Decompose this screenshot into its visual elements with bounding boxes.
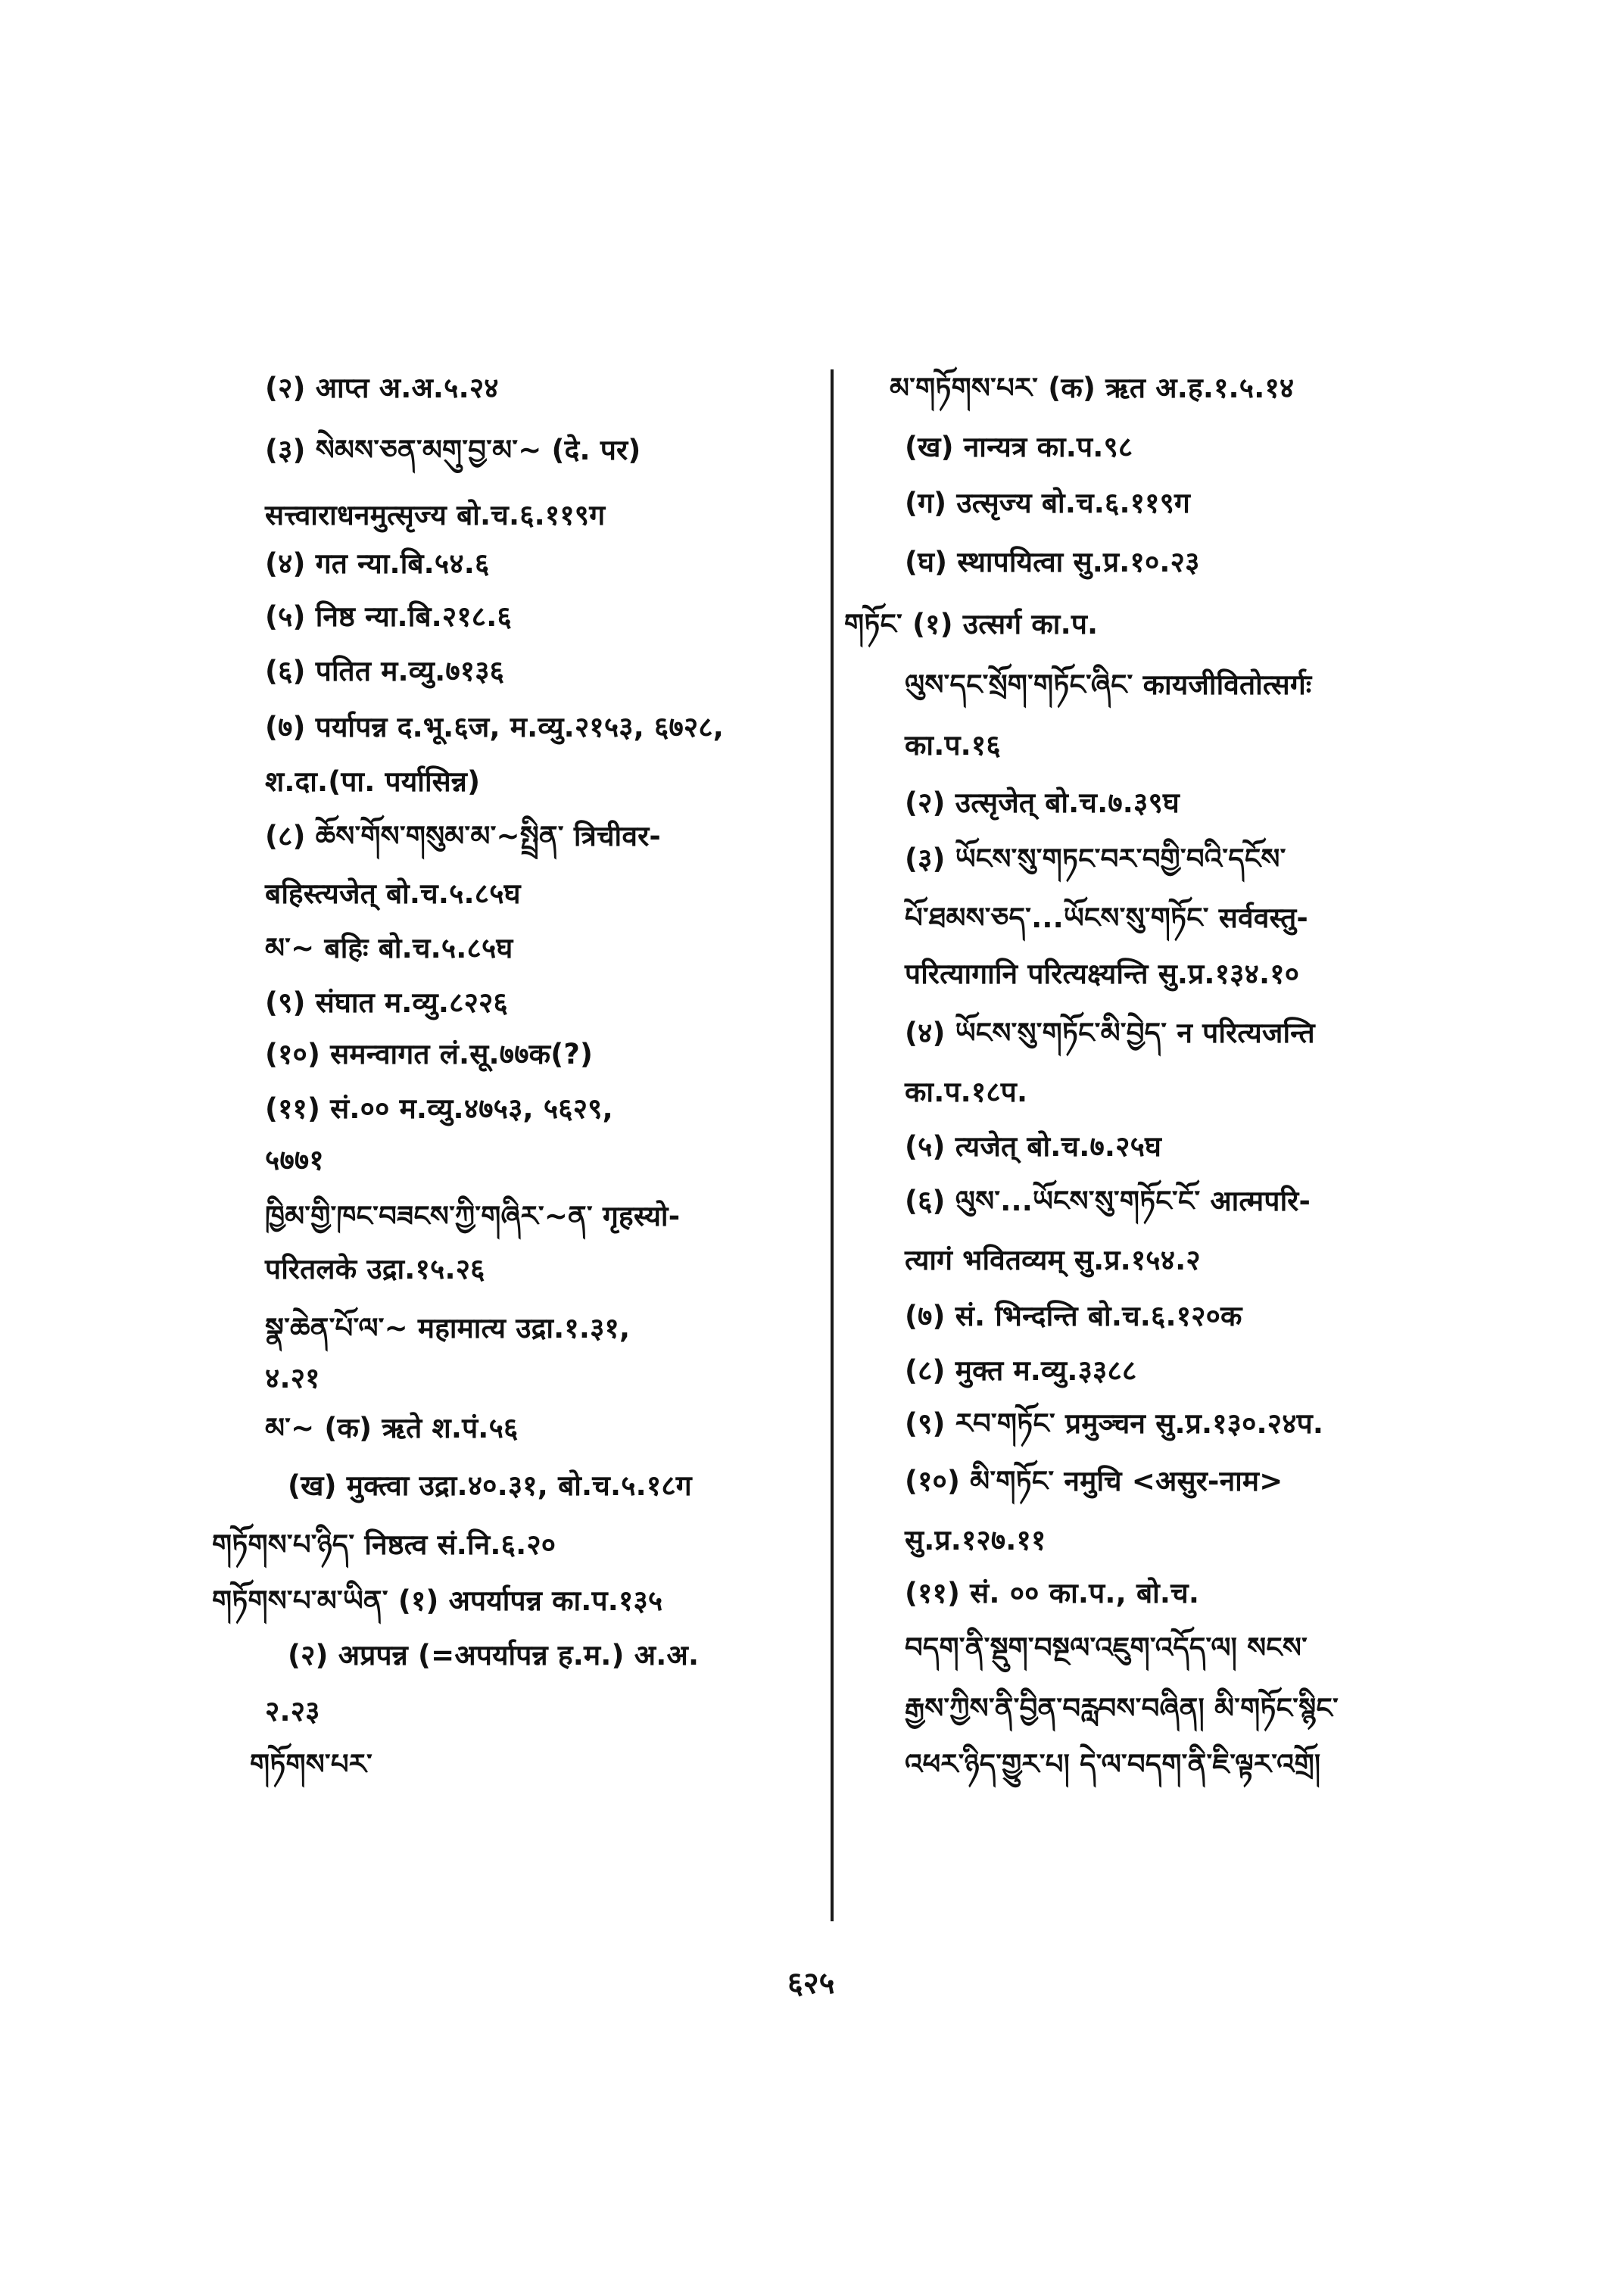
left-line: (११) सं.०० म.व्यु.४७५३, ५६२९, — [265, 1092, 613, 1125]
right-line: (५) त्यजेत् बो.च.७.२५घ — [905, 1130, 1162, 1163]
left-line: २.२३ — [265, 1695, 320, 1728]
page-number: ६२५ — [787, 1966, 835, 2001]
right-line: རྒྱས་ཀྱིས་ནི་བྱིན་བརླབས་བཞིན། མི་གཏོང་སྙིང་ — [905, 1692, 1339, 1724]
right-line: (४) ཡོངས་སུ་གཏོང་མི་བྱེད་ न परित्यजन्ति — [905, 1017, 1315, 1049]
column-divider — [831, 369, 834, 1921]
right-line: का.प.१६ — [905, 729, 1001, 762]
left-line: སྣ་ཆེན་པོ་ལ་~ महामात्य उद्रा.१.३१, — [265, 1312, 631, 1344]
left-line: (४) गत न्या.बि.५४.६ — [265, 547, 490, 580]
left-line: (९) संघात म.व्यु.८२२६ — [265, 986, 508, 1019]
right-line: (ग) उत्सृज्य बो.च.६.११९ग — [905, 487, 1191, 519]
left-line: ཁྱིམ་གྱི་ཁང་བཟངས་ཀྱི་གཞིར་~ན་ गृहस्यो- — [265, 1200, 681, 1232]
right-line: (३) ཡོངས་སུ་གཏང་བར་བགྱི་བའི་དངོས་ — [905, 843, 1286, 875]
right-line: གཏོང་ (१) उत्सर्ग का.प. — [844, 608, 1099, 640]
right-line: (१०) མི་གཏོང་ नमुचि <असुर-नाम> — [905, 1465, 1283, 1497]
right-line: सु.प्र.१२७.११ — [905, 1524, 1046, 1556]
right-line: འཕར་ཉིད་གྱུར་པ། དེ་ལ་བདག་ནི་ཇི་ལྟར་འགྲོ། — [905, 1748, 1321, 1781]
right-line: ལུས་དང་སྲོག་གཏོང་ཞིང་ कायजीवितोत्सर्गः — [905, 668, 1312, 701]
left-line: बहिस्त्यजेत् बो.च.५.८५घ — [265, 877, 521, 910]
right-line: (२) उत्सृजेत् बो.च.७.३९घ — [905, 787, 1180, 819]
right-line: (ख) नान्यत्र का.प.९८ — [905, 431, 1133, 463]
left-line: (८) ཆོས་གོས་གསུམ་མ་~སྤྲིན་ त्रिचीवर- — [265, 820, 661, 852]
left-line: མ་~ (क) ऋते श.पं.५६ — [265, 1412, 519, 1444]
left-line: (३) སེམས་ཅན་མགུ་བྱ་མ་~ (दे. पर) — [265, 434, 641, 466]
left-line: परितलके उद्रा.१५.२६ — [265, 1253, 485, 1285]
left-line: श.दा.(पा. पर्यासिन्न) — [265, 765, 481, 798]
left-line: མ་~ बहिः बो.च.५.८५घ — [265, 932, 513, 964]
right-line: त्यागं भवितव्यम् सु.प्र.१५४.२ — [905, 1244, 1201, 1276]
left-line: (६) पतित म.व्यु.७१३६ — [265, 655, 505, 687]
right-line: མ་གཏོགས་པར་ (क) ऋत अ.ह.१.५.१४ — [890, 372, 1295, 404]
left-line: (१०) समन्वागत लं.सू.७७क(?) — [265, 1038, 594, 1070]
right-line: (११) सं. ०० का.प., बो.च. — [905, 1577, 1200, 1609]
right-line: (घ) स्थापयित्वा सु.प्र.१०.२३ — [905, 546, 1200, 578]
right-line: का.प.१८प. — [905, 1076, 1028, 1108]
right-line: པོ་ཐམས་ཅད་...ཡོངས་སུ་གཏོང་ सर्ववस्तु- — [905, 902, 1308, 934]
right-line: (८) मुक्त म.व्यु.३३८८ — [905, 1354, 1137, 1387]
right-line: བདག་ནི་སྡུག་བསྔལ་འཇུག་འདོད་ལ། སངས་ — [905, 1631, 1308, 1664]
left-line: (ख) मुक्त्वा उद्रा.४०.३१, बो.च.५.१८ग — [288, 1469, 692, 1502]
left-line: (७) पर्यापन्न द.भू.६ज, म.व्यु.२१५३, ६७२८, — [265, 711, 725, 743]
left-line: (५) निष्ठ न्या.बि.२१८.६ — [265, 600, 512, 633]
left-line: (२) अप्रपन्न (=अपर्यापन्न ह.म.) अ.अ. — [288, 1639, 700, 1671]
right-line: (९) རབ་གཏོང་ प्रमुञ्चन सु.प्र.१३०.२४प. — [905, 1407, 1324, 1440]
left-line: सत्त्वाराधनमुत्सृज्य बो.च.६.११९ग — [265, 499, 606, 531]
right-line: परित्यागानि परित्यक्ष्यन्ति सु.प्र.१३४.१० — [905, 958, 1300, 990]
right-line: (६) ལུས་...ཡོངས་སུ་གཏོང་ངོ་ आत्मपरि- — [905, 1185, 1311, 1217]
left-line: གཏོགས་པ་མ་ཡིན་ (१) अपर्यापन्न का.प.१३५ — [212, 1584, 663, 1617]
left-line: གཏོགས་པ་ཉིད་ निष्ठत्व सं.नि.६.२० — [212, 1528, 556, 1561]
right-line: (७) सं. भिन्दन्ति बो.च.६.१२०क — [905, 1300, 1242, 1332]
left-line: གཏོགས་པར་ — [250, 1748, 372, 1781]
left-line: ४.२१ — [265, 1362, 320, 1394]
left-line: ५७७१ — [265, 1144, 324, 1176]
left-line: (२) आप्त अ.अ.५.२४ — [265, 372, 499, 404]
